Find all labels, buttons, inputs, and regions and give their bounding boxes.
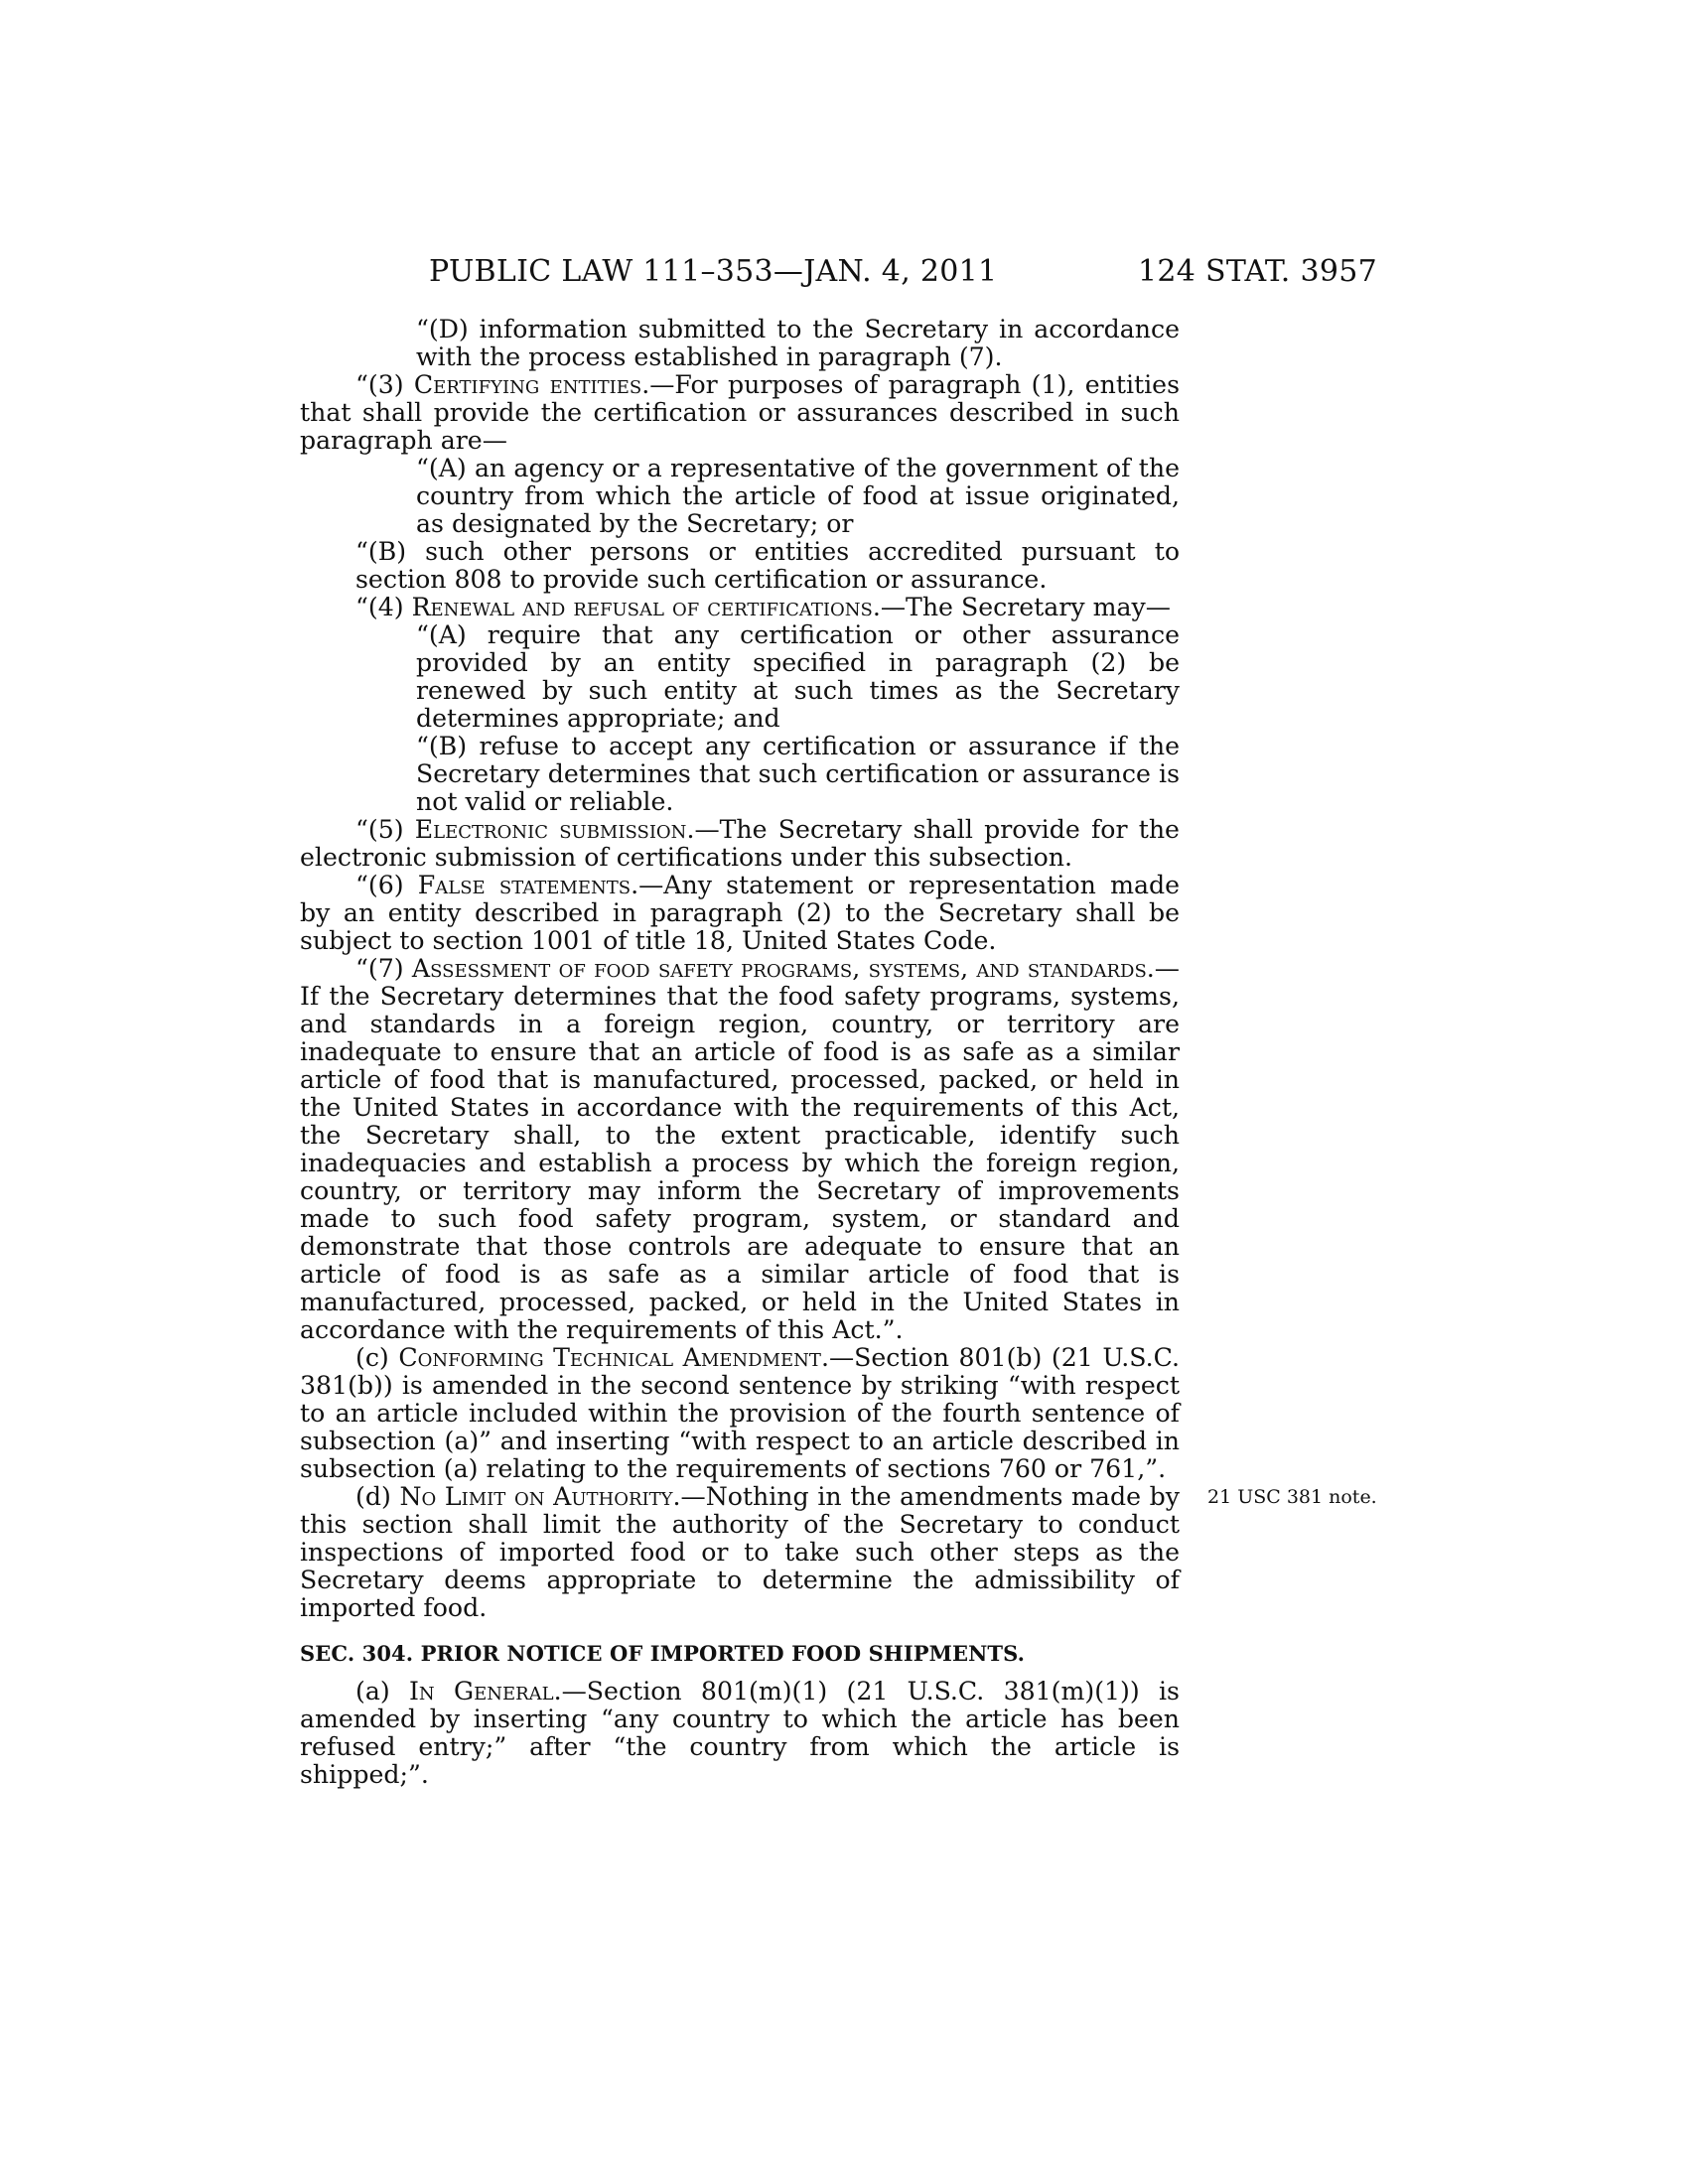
paragraph-heading: False statements [417, 871, 632, 899]
header-stat-page: 124 STAT. 3957 [1138, 254, 1377, 289]
paragraph-6 [300, 872, 1180, 955]
paragraph-text: .—For purposes of paragraph (1), entities that shall provide the certification or assurances described in such paragraph are— [300, 370, 1181, 455]
paragraph-heading: Certifying entities [413, 370, 642, 399]
paragraph-3b: “(B) such other persons or entities accredited pursuant to section 808 to provide such certification or assurance. [355, 537, 1180, 594]
subsection-heading: Conforming Technical Amendment [398, 1343, 821, 1372]
paragraph-text: .—If the Secretary determines that the food safety programs, systems, and standards in a foreign region, country, or territory are inadequate to ensure that an article of food is as safe as a similar article of food that is manufactured, processed, packed, or held in the United States in accordance with the requirements of this Act, the Secretary shall, to the extent practicable, identify such inadequacies and establish a process by which the foreign region, country, or territory may inform the Secretary of improvements made to such food safety program, system, or standard and demonstrate that those controls are adequate to ensure that an article of food is as safe as a similar article of food that is manufactured, processed, packed, or held in the United States in accordance with the requirements of this Act.”. [300, 954, 1180, 1344]
paragraph-text: .—The Secretary may— [872, 593, 1171, 621]
page-header [429, 250, 1377, 294]
paragraph-4 [300, 594, 1180, 621]
paragraph-heading: Electronic submission [414, 815, 687, 844]
subsection-text: .—Section 801(m)(1) (21 U.S.C. 381(m)(1)) is amended by inserting “any country to which the article has been refused entry;” after “the country from which the article is shipped;”. [300, 1677, 1180, 1789]
subsection-heading: No Limit on Authority [399, 1482, 673, 1511]
subsection-text: .—Section 801(b) (21 U.S.C. 381(b)) is amended in the second sentence by striking “with respect to an article included within the provision of the fourth sentence of subsection (a)” and inserting “with respect to an article described in subsection (a) relating to the requirements of sections 760 or 761,”. [300, 1343, 1180, 1483]
paragraph-number: “(6) [355, 871, 404, 899]
paragraph-2d: “(D) information submitted to the Secretary in accordance with the process established in paragraph (7). [416, 315, 1180, 371]
subsection-heading: In General [408, 1677, 554, 1706]
section-heading: SEC. 304. PRIOR NOTICE OF IMPORTED FOOD SHIPMENTS. [300, 1641, 1026, 1666]
paragraph-text: .—Any statement or representation made by an entity described in paragraph (2) to the Secretary shall be subject to section 1001 of title 18, United States Code. [300, 871, 1180, 955]
paragraph-5 [300, 816, 1180, 872]
paragraph-number: “(4) [355, 593, 404, 621]
paragraph-number: “(3) [355, 370, 404, 399]
paragraph-4b: “(B) refuse to accept any certification or assurance if the Secretary determines that such certification or assurance is not valid or reliable. [416, 732, 1180, 816]
paragraph-number: “(7) [355, 954, 404, 983]
paragraph-3a: “(A) an agency or a representative of the government of the country from which the article of food at issue originated, as designated by the Secretary; or [416, 454, 1180, 538]
document-body [300, 315, 1377, 1789]
paragraph-heading: Renewal and refusal of certifications [411, 593, 873, 621]
paragraph-text: .—The Secretary shall provide for the electronic submission of certifications under this subsection. [300, 815, 1180, 872]
subsection-text: .—Nothing in the amendments made by this section shall limit the authority of the Secretary to conduct inspections of imported food or to take such other steps as the Secretary deems appropriate to determine the admissibility of imported food. [300, 1482, 1180, 1622]
margin-note: 21 USC 381 note. [1207, 1486, 1377, 1508]
paragraph-number: “(5) [355, 815, 404, 844]
subsection-number: (c) [355, 1343, 389, 1372]
paragraph-7 [300, 955, 1180, 1344]
subsection-d-wrapper [300, 1482, 1377, 1622]
subsection-number: (d) [355, 1482, 391, 1511]
subsection-d [300, 1483, 1180, 1622]
paragraph-3 [300, 371, 1180, 455]
header-law-citation: PUBLIC LAW 111–353—JAN. 4, 2011 [429, 254, 998, 289]
subsection-number: (a) [355, 1677, 390, 1706]
subsection-c [300, 1344, 1180, 1483]
subsection-a [300, 1678, 1180, 1789]
paragraph-4a: “(A) require that any certification or other assurance provided by an entity specified in paragraph (2) be renewed by such entity at such times as the Secretary determines appropriate; and [416, 620, 1180, 733]
paragraph-heading: Assessment of food safety programs, systems, and standards [411, 954, 1147, 983]
